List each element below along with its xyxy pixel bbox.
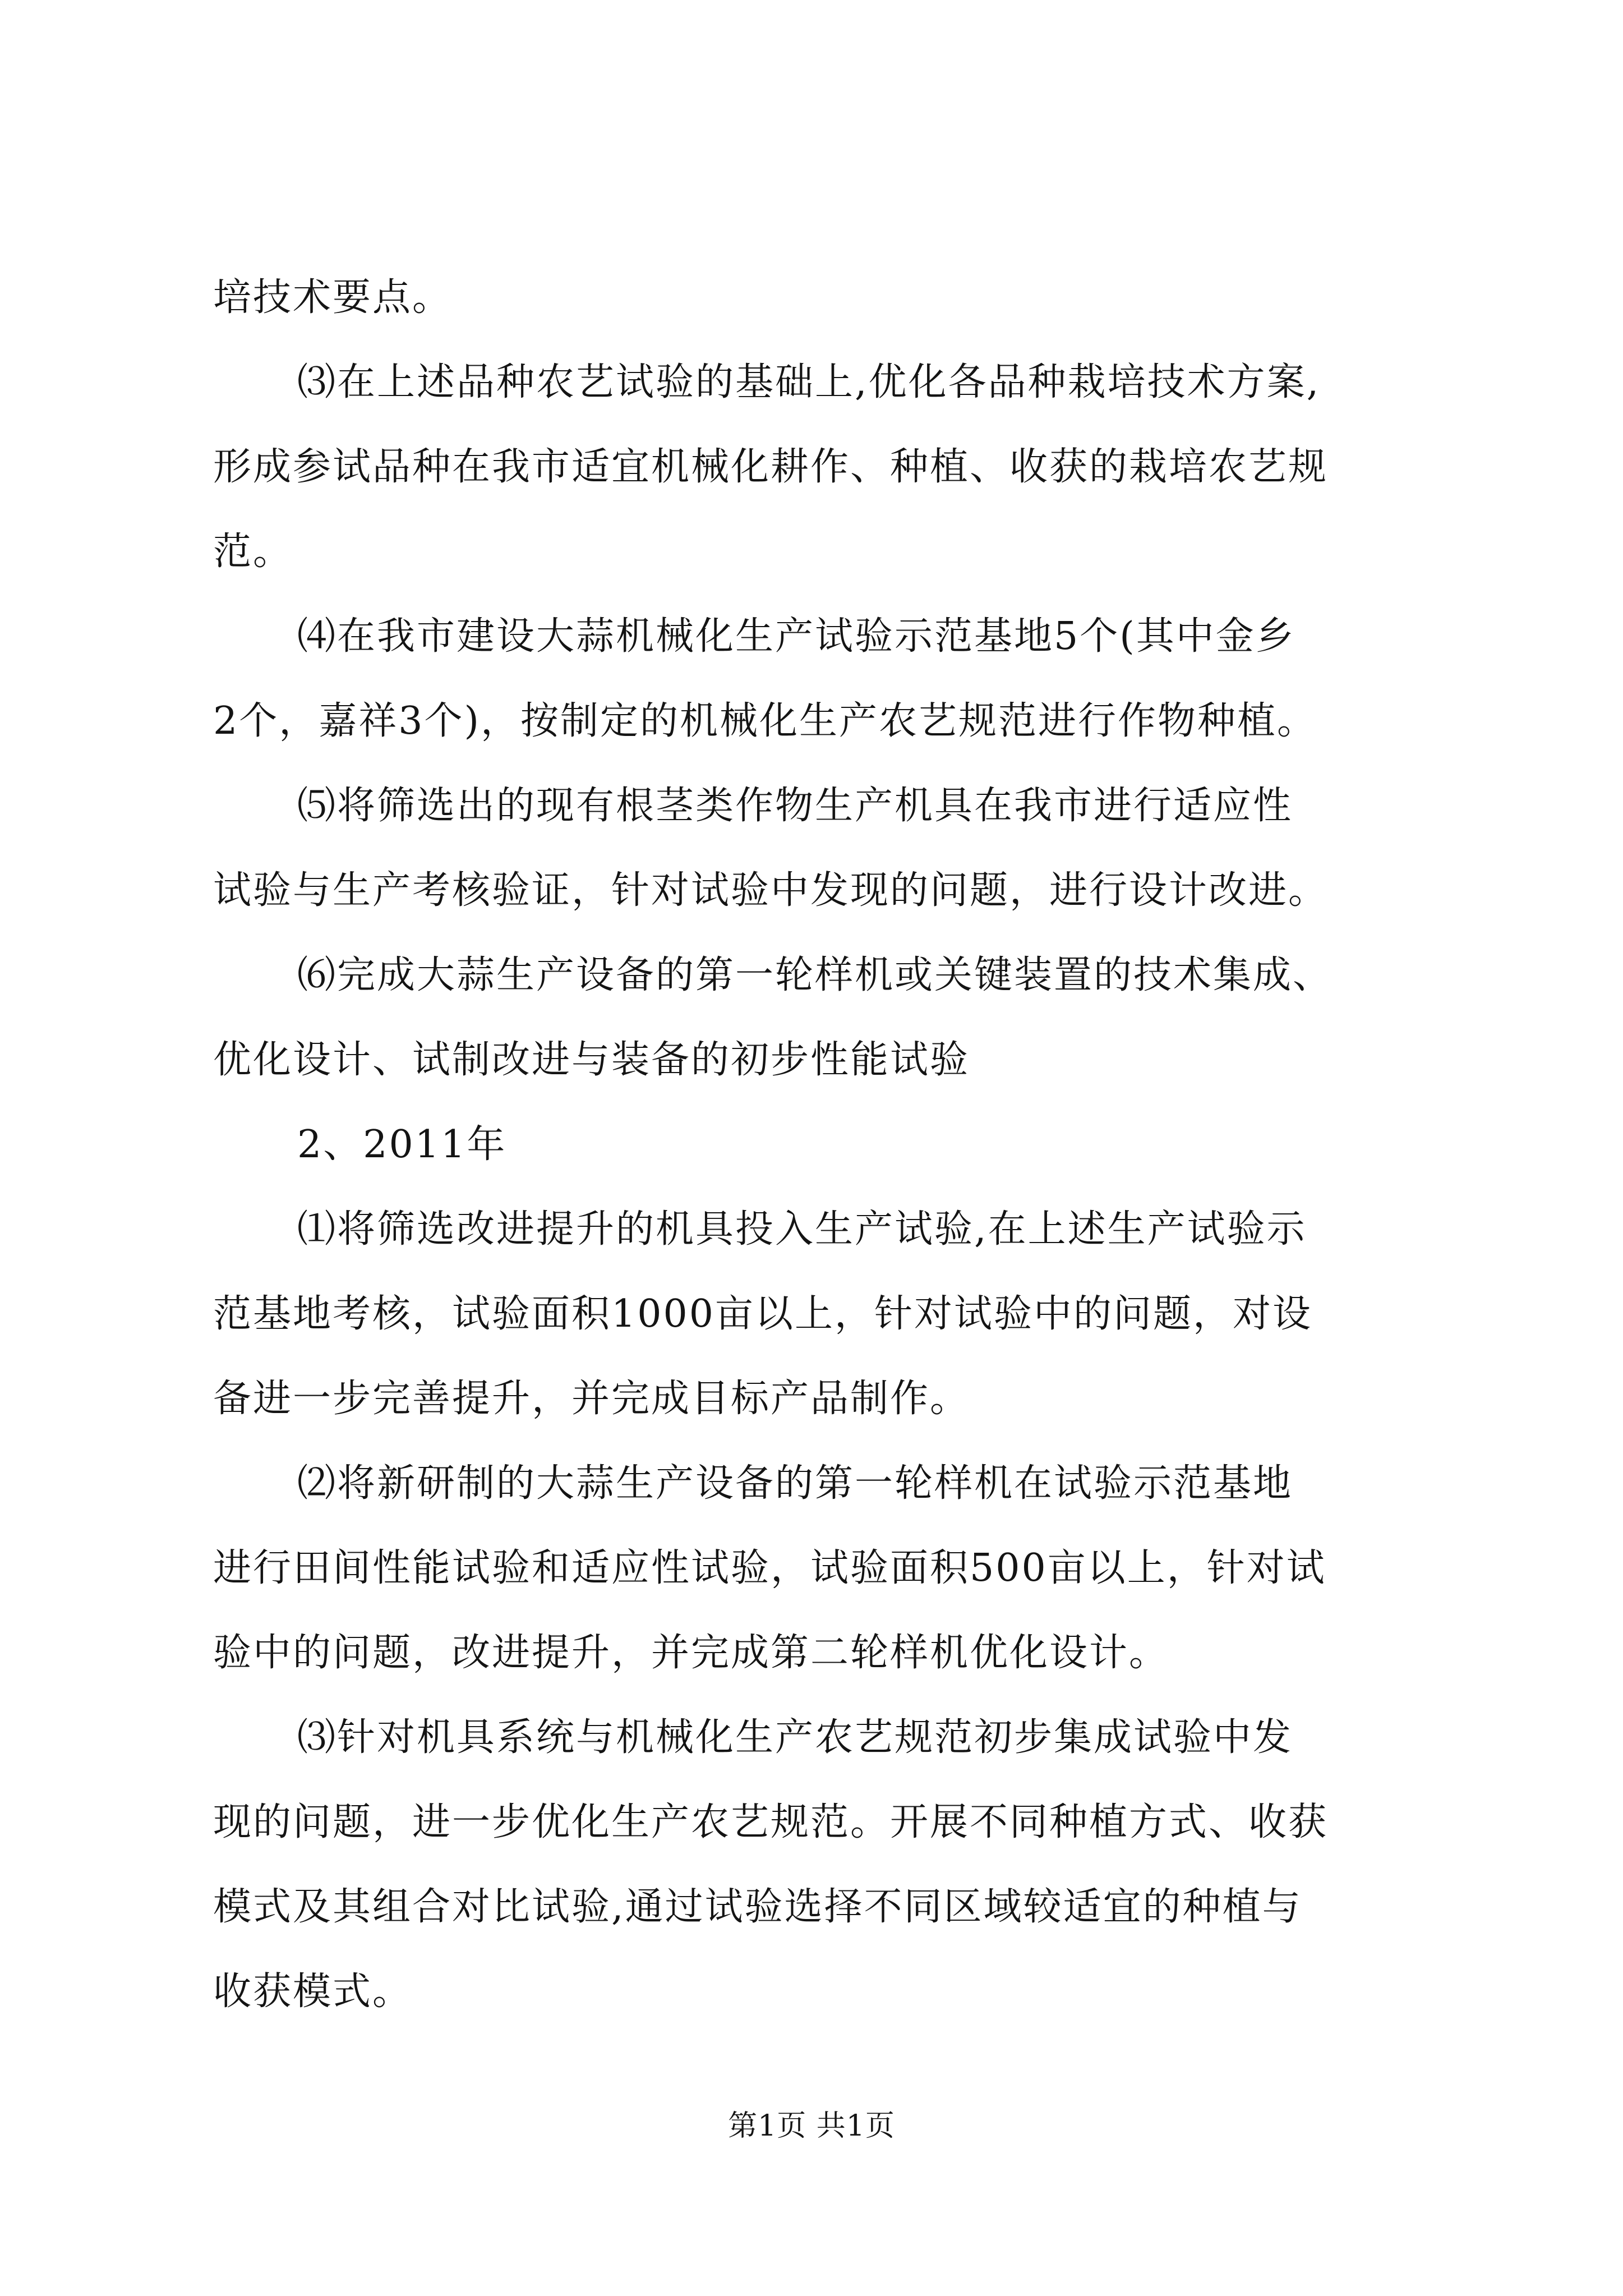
text-line: 范。 — [213, 530, 293, 574]
text-line: 优化设计、试制改进与装备的初步性能试验 — [213, 1038, 970, 1082]
text-line: 范基地考核，试验面积1000亩以上，针对试验中的问题，对设 — [213, 1292, 1313, 1336]
text-line: ⑵将新研制的大蒜生产设备的第一轮样机在试验示范基地 — [297, 1461, 1293, 1506]
text-line: 2个，嘉祥3个)，按制定的机械化生产农艺规范进行作物种植。 — [213, 699, 1317, 743]
text-line: 试验与生产考核验证，针对试验中发现的问题，进行设计改进。 — [213, 868, 1329, 913]
page-footer: 第1页 共1页 — [728, 2109, 895, 2143]
text-line: 形成参试品种在我市适宜机械化耕作、种植、收获的栽培农艺规 — [213, 445, 1329, 489]
text-line: 现的问题，进一步优化生产农艺规范。开展不同种植方式、收获 — [213, 1800, 1329, 1844]
document-body — [213, 255, 1436, 2034]
text-line: 备进一步完善提升，并完成目标产品制作。 — [213, 1377, 970, 1421]
text-line: ⑶针对机具系统与机械化生产农艺规范初步集成试验中发 — [297, 1715, 1293, 1760]
text-line: ⑶在上述品种农艺试验的基础上,优化各品种栽培技术方案, — [297, 360, 1321, 404]
text-line: ⑴将筛选改进提升的机具投入生产试验,在上述生产试验示 — [297, 1207, 1307, 1251]
text-line: ⑸将筛选出的现有根茎类作物生产机具在我市进行适应性 — [297, 784, 1293, 828]
text-line: ⑹完成大蒜生产设备的第一轮样机或关键装置的技术集成、 — [297, 953, 1333, 997]
text-line: 培技术要点。 — [213, 275, 453, 320]
text-line: ⑷在我市建设大蒜机械化生产试验示范基地5个(其中金乡 — [297, 614, 1295, 659]
text-line: 验中的问题，改进提升，并完成第二轮样机优化设计。 — [213, 1631, 1169, 1675]
text-line: 模式及其组合对比试验,通过试验选择不同区域较适宜的种植与 — [213, 1885, 1302, 1929]
text-line: 收获模式。 — [213, 1970, 413, 2014]
text-line: 进行田间性能试验和适应性试验，试验面积500亩以上，针对试 — [213, 1546, 1326, 1590]
section-heading: 2、2011年 — [297, 1122, 507, 1167]
